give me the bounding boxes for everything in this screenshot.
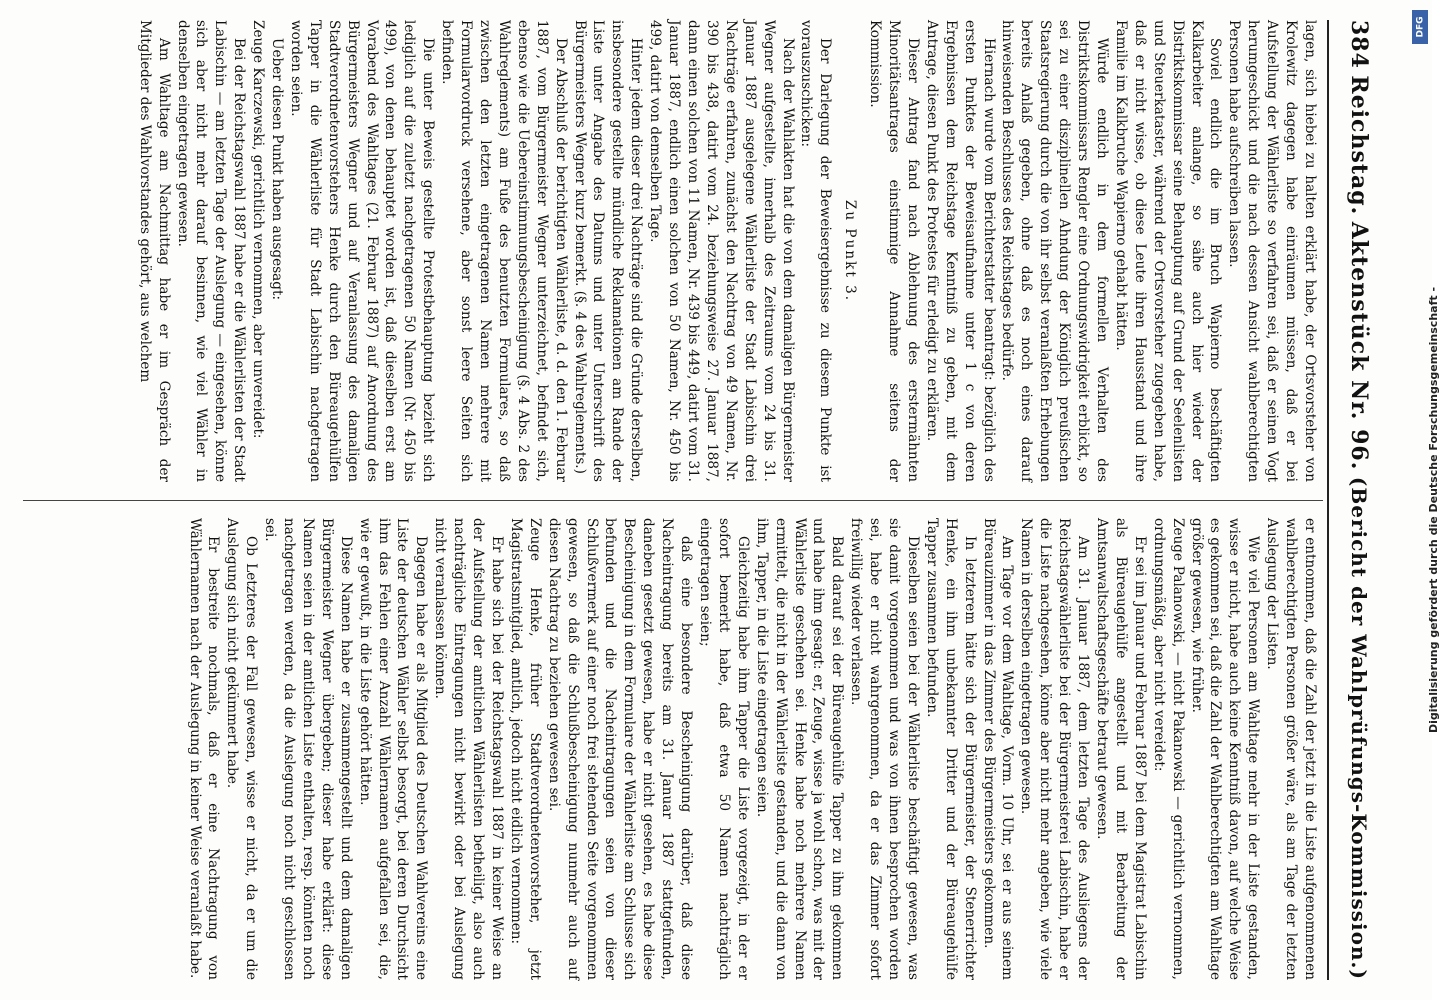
rotated-page-content bbox=[15, 20, 1385, 980]
header-center-title: Aktenstück Nr. 96. bbox=[1346, 221, 1372, 471]
paragraph: Er habe sich bei der Reichstagswahl 1887 in keiner Weise an der Aufstellung der amtlichen Wählerlisten betheiligt, also auch nachträgliche Eintragungen nicht bewirkt oder bei Auslegung nicht veranlassen können. bbox=[432, 518, 506, 980]
digitization-sidebar bbox=[1391, 40, 1440, 980]
paragraph: Er sei im Januar und Februar 1887 bei dem Magistrat Labischin als Büreaugehülfe angestellt und mit Bearbeitung der Amtsanwaltschaftsgeschäfte betraut gewesen. bbox=[1094, 518, 1148, 980]
paragraph: Am 31. Januar 1887, dem letzten Tage des Ausliegens der Reichstagswählerliste bei der Bürgermeisterei Labischin, habe er die Liste nachgesehen, könne aber nicht mehr angeben, wie viele Namen in derselben eingetragen gewesen. bbox=[1018, 518, 1092, 980]
paragraph: Bald darauf sei der Büreaugehülfe Tapper zu ihm gekommen und habe ihm gesagt: er, Zeuge, wisse ja wohl schon, was mit der Wählerliste geschehen sei. Henke habe noch mehrere Namen ermittelt, die nicht in der Wählerliste gestanden, und die dann von ihm, Tapper, in die Liste eingetragen seien. bbox=[753, 518, 846, 980]
dfg-logo-badge bbox=[1412, 10, 1428, 44]
paragraph: Die unter Beweis gestellte Protestbehauptung bezieht sich lediglich auf die zuletzt nachgetragenen 50 Namen (Nr. 450 bis 499), von denen behauptet worden ist, daß dieselben erst am Vorabend des Wahltages (21. Februar 1887) auf Anordnung des Bürgermeisters Wegner und auf Veranlassung des damaligen Stadtverordnetenvorstehers Henke durch den Büreaugehülfen Tapper in die Wählerliste für Stadt Labischin nachgetragen worden seien. bbox=[287, 20, 437, 482]
paragraph: Der Darlegung der Beweisergebnisse zu diesem Punkte ist vorauszuschicken: bbox=[798, 20, 834, 482]
paragraph: Dieser Antrag fand nach Ablehnung des erstermähnten Minoritätsantrages einstimmige Annahme seitens der Kommission. bbox=[867, 20, 921, 482]
paragraph: Am Wahltage am Nachmittag habe er im Gespräch der Mitglieder des Wahlvorstandes gehört, aus welchem bbox=[136, 20, 172, 482]
header-rule bbox=[1327, 20, 1329, 980]
paragraph: Soviel endlich die im Bruch Wapierno beschäftigten Kalkarbeiter anlange, so sähe auch hier wieder der Distriktskommissar seine Behauptung auf Grund der Seelenlisten und Steuerkataster, während der Ortsvorsteher zugegeben habe, daß er nicht wisse, ob diese Leute ihren Hausstand und ihre Familie im Kalkbruche Wapierno gehabt hätten. bbox=[1112, 20, 1224, 482]
paragraph: Zeuge Palanowski, — nicht Pakanowski — gerichtlich vernommen, ordnungsmäßig, aber nicht vereidet: bbox=[1150, 518, 1186, 980]
paragraph: lagen, sich hiebei zu halten erklärt habe, der Ortsvorsteher von Krolewitz dagegen habe einräumen müssen, daß er bei Aufstellung der Wählerliste so verfahren sei, daß er seinen Vogt herumgeschickt und die nach dessen Ansicht wahlberechtigten Personen habe aufschreiben lassen. bbox=[1226, 20, 1318, 482]
digitization-note: Digitalisierung gefördert durch die Deutsche Forschungsgemeinschaft - bbox=[1427, 286, 1440, 734]
paragraph: Am Tage vor dem Wahltage, Vorm. 10 Uhr, sei er aus seinem Büreauzimmer in das Zimmer des Bürgermeisters gekommen. bbox=[980, 518, 1016, 980]
page-header bbox=[1333, 20, 1385, 980]
paragraph: Ueber diesen Punkt haben ausgesagt: bbox=[269, 38, 286, 301]
paragraph: Zeuge Karczewski, gerichtlich vernommen, aber unvereidet: bbox=[250, 20, 267, 439]
paragraph: Zeuge Henke, früher Stadtverordnetenvorsteher, jetzt Magistratsmitglied, amtlich, jedoch nicht eidlich vernommen: bbox=[507, 518, 543, 980]
paragraph: Wie viel Personen am Wahltage mehr in der Liste gestanden, wisse er nicht, habe auch keine Kenntniß davon, auf welche Weise es gekommen sei, daß die Zahl der Wahlberechtigten am Wahltage größer gewesen, wie früher. bbox=[1188, 518, 1262, 980]
paragraph: daß eine besondere Bescheinigung darüber, daß diese Nacheintragung bereits am 31. Januar 1887 stattgefunden, daneben gesetzt gewesen, habe er nicht gesehen, es habe diese Bescheinigung in dem Formulare der Wählerliste am Schlusse sich befunden und die Nacheintragungen seien von dieser Schlußvermerk auf einer noch frei stehenden Seite vorgenommen gewesen, so daß die Schlußbescheinigung nunmehr auch auf diesen Nachtrag zu beziehen gewesen sei. bbox=[545, 518, 695, 980]
paragraph: Er bestreite nochmals, daß er eine Nachtragung von Wählernamen nach der Auslegung in keiner Weise veranlaßt habe. bbox=[186, 518, 222, 980]
dfg-badge-label: DFG bbox=[1415, 16, 1426, 38]
paragraph: Würde endlich in dem formellen Verhalten des Distriktskommissars Rengler eine Ordnungswidrigkeit erblickt, so sei zu einer disziplinellen Ahndung der Königlich preußischen Staatsregierung durch die von ihr selbst veranlaßten Erhebungen bereits Anlaß gegeben, ohne daß es noch eines darauf hinweisenden Beschlusses des Reichstages bedürfe. bbox=[999, 20, 1111, 482]
paragraph: Ob Letzteres der Fall gewesen, wisse er nicht, da er um die Auslegung sich nicht gekümmert habe. bbox=[224, 518, 260, 980]
paragraph: Dieselben seien bei der Wählerliste beschäftigt gewesen, was sie damit vorgenommen und was von ihnen besprochen worden sei, habe er nicht wahrgenommen, da er das Zimmer sofort freiwillig wieder verlassen. bbox=[848, 518, 921, 980]
paragraph: Diese Namen habe er zusammengestellt und dem damaligen Bürgermeister Wegner übergeben; dieser habe erklärt: diese Namen seien in der amtlichen Liste enthalten, resp. könnten noch nachgetragen werden, da die Auslegung noch nicht geschlossen sei. bbox=[262, 518, 354, 980]
paragraph: Gleichzeitig habe ihm Tapper die Liste vorgezeigt, in der er sofort bemerkt habe, daß etwa 50 Namen nachträglich eingetragen seien; bbox=[697, 518, 751, 980]
right-text-column bbox=[29, 518, 1319, 980]
paragraph: Nach der Wahlakten hat die von dem damaligen Bürgermeister Wegner aufgestellte, innerhalb des Zeitraums vom 24 bis 31. Januar 1887 ausgelegene Wählerliste der Stadt Labischin drei Nachträge erfahren, zunächst den Nachtrag von 49 Namen, Nr. 390 bis 438, datirt vom 24. beziehungsweise 27. Januar 1887, dann einen solchen von 11 Namen, Nr. 439 bis 449, datirt vom 31. Januar 1887, endlich einen solchen von 50 Namen, Nr. 450 bis 499, datirt von demselben Tage. bbox=[647, 20, 796, 482]
page-number: 384 bbox=[1346, 20, 1372, 69]
paragraph: Hinter jedem dieser drei Nachträge sind die Gründe derselben, insbesondere gestellte mündliche Reklamationen am Rande der Liste unter Angabe des Datums und unter Unterschrift des Bürgermeisters Wegner kurz bemerkt. (§. 4 des Wahlreglements.) bbox=[571, 20, 645, 482]
header-left-title: Reichstag. bbox=[1346, 75, 1372, 216]
paragraph: In letzterem hätte sich der Bürgermeister, der Stenerrichter Henke, ein ihm unbekannter Dritter und der Büreaugehülfe Tapper zusammen befunden. bbox=[923, 518, 978, 980]
paragraph: Bei der Reichstagswahl 1887 habe er die Wählerlisten der Stadt Labischin — am letzten Tage der Auslegung — eingesehen, könne sich aber nicht mehr darauf besinnen, wie viel Wähler in denselben eingetragen gewesen. bbox=[174, 20, 248, 482]
column-divider bbox=[23, 500, 1323, 501]
paragraph: Hiernach wurde vom Berichterstatter beantragt: bezüglich des ersten Punktes der Beweisaufnahme unter 1 c von deren Ergebnissen dem Reichstage Kenntniß zu geben, mit dem Antrage, diesen Punkt des Protestes für erledigt zu erklären. bbox=[923, 20, 997, 482]
paragraph: Der Abschluß der berichtigten Wählerliste, d. d. den 1. Februar 1887, vom Bürgermeister Wegner unterzeichnet, befindet sich, ebenso wie die Uebereinstimmungsbescheinigung (§. 4 Abs. 2 des Wahlreglements) am Fuße des benutzten Formulares, so daß zwischen den letzten eingetragenen Namen mehrere mit Formularvordruck versehene, aber sonst leere Seiten sich befinden. bbox=[439, 20, 569, 482]
section-heading: Zu Punkt 3. bbox=[842, 199, 859, 303]
paragraph: Dagegen habe er als Mitglied des Deutschen Wahlvereins eine Liste der deutschen Wähler selbst besorgt, bei deren Durchsicht ihm das Fehlen einer Anzahl Wählernamen aufgefallen sei, die, wie er gewußt, in die Liste gehört hätten. bbox=[356, 518, 430, 980]
left-text-column bbox=[29, 20, 1319, 482]
header-right-title: (Bericht der Wahlprüfungs-Kommission.) bbox=[1347, 476, 1371, 980]
paragraph: er entnommen, daß die Zahl der jetzt in die Liste aufgenommenen wahlberechtigten Personen größer wäre, als am Tage der letzten Auslegung der Listen. bbox=[1264, 518, 1318, 980]
